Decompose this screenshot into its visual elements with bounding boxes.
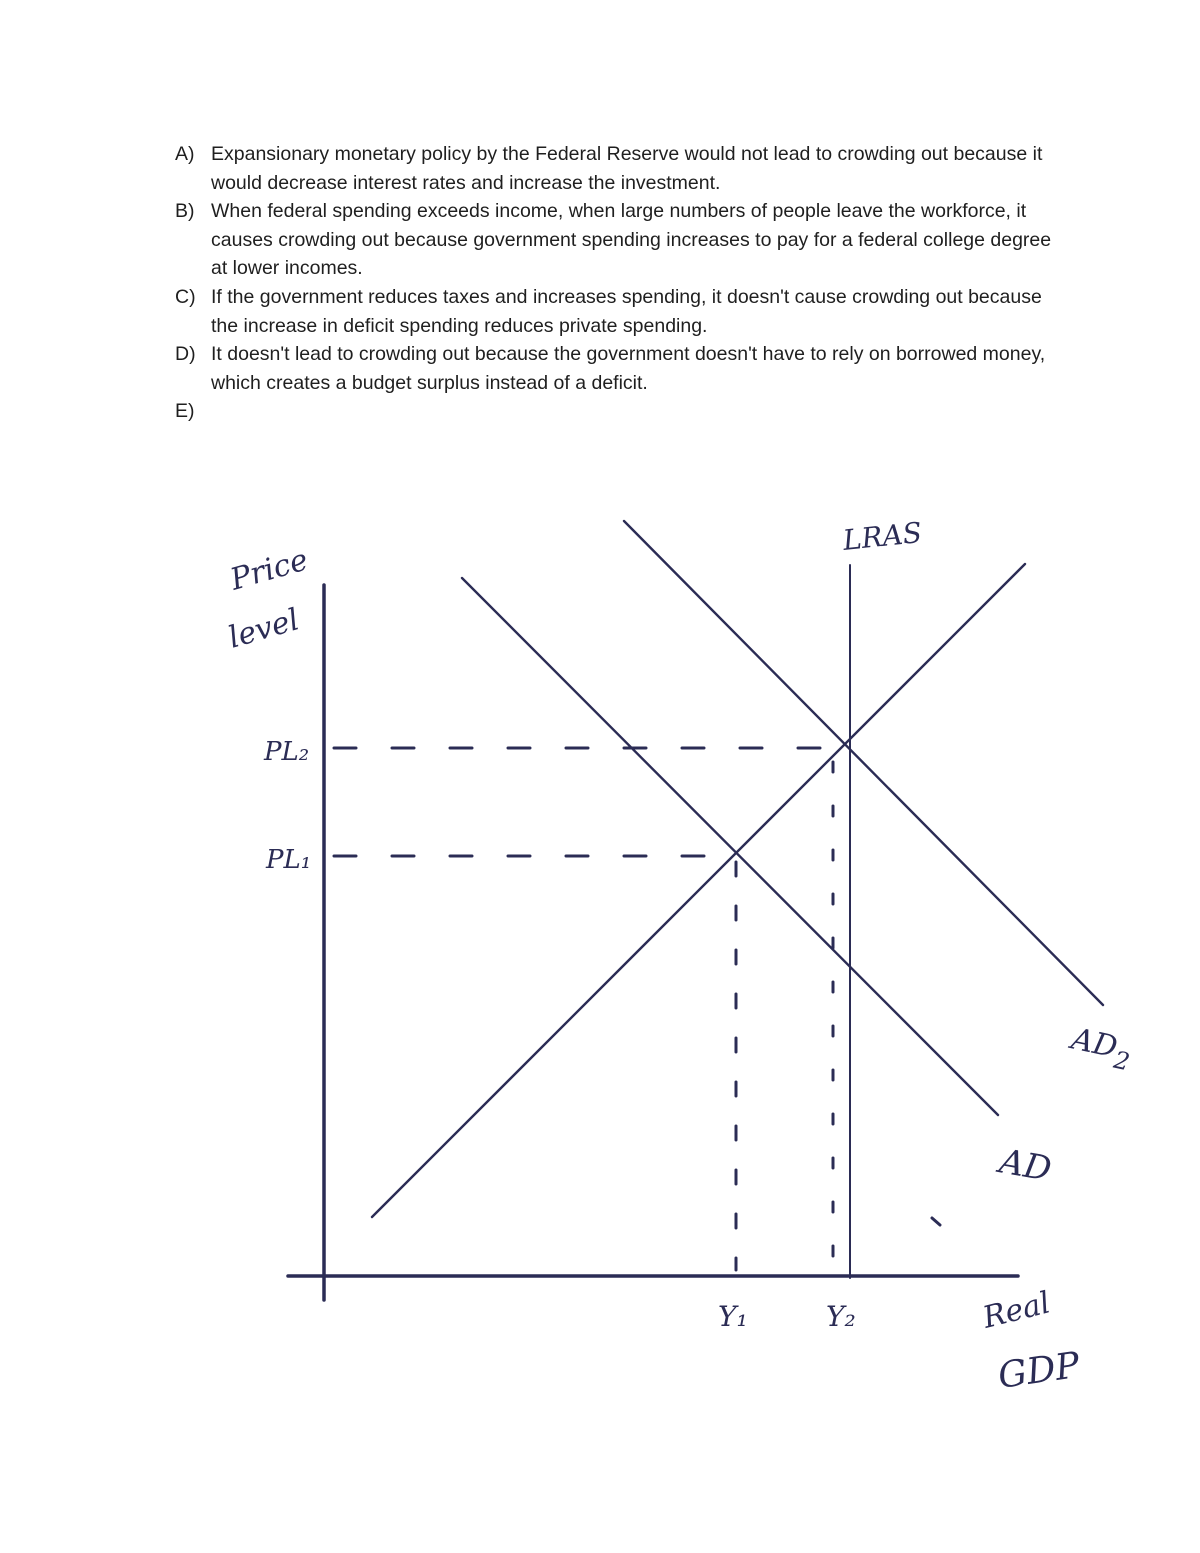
ad2-label-subscript: 2 [1111,1045,1133,1077]
x-axis-label-line1: Real [979,1285,1054,1336]
ad2-line [624,521,1103,1005]
pl1-label: PL₁ [266,845,312,875]
answer-text: It doesn't lead to crowding out because the government doesn't have to rely on borrowed money, which creates a budget surplus instead of a deficit. [211,343,1046,394]
answer-text: When federal spending exceeds income, when large numbers of people leave the workforce, it causes crowding out because government spending increases to pay for a federal college degree at lower incomes. [211,200,1052,280]
ad2-label [1064,1021,1136,1076]
answer-letter: A) [175,143,195,165]
answer-choice-d [175,340,1065,397]
pl2-label: PL₂ [264,737,310,767]
ad-as-graph [200,500,1150,1420]
answer-choices [175,140,1065,426]
answer-letter: C) [175,285,196,308]
y2-label: Y₂ [826,1300,856,1333]
answer-letter: D) [175,343,196,366]
y1-label: Y₁ [718,1300,748,1333]
lras-label: LRAS [841,515,924,557]
answer-text: Expansionary monetary policy by the Federal Reserve would not lead to crowding out because it would decrease interest rates and increase the investment. [211,143,1043,194]
answer-letter: B) [175,200,195,223]
ad2-label-text: AD [1068,1021,1121,1066]
y-axis-label-line1: Price [226,542,312,598]
x-axis-label-line2: GDP [995,1344,1083,1397]
ad1-line [462,578,998,1115]
y-axis-label-line2: level [224,602,304,656]
sras-line [372,564,1025,1217]
answer-text: If the government reduces taxes and increases spending, it doesn't cause crowding out because the increase in deficit spending reduces private spending. [211,285,1042,337]
answer-letter: E) [175,400,195,423]
answer-choice-e [175,397,1065,426]
answer-choice-a [175,140,1065,197]
answer-choice-c [175,283,1065,340]
ad1-label: AD [996,1141,1055,1190]
answer-text [211,397,1065,426]
stray-pen-mark [932,1218,940,1225]
answer-choice-b [175,197,1065,283]
